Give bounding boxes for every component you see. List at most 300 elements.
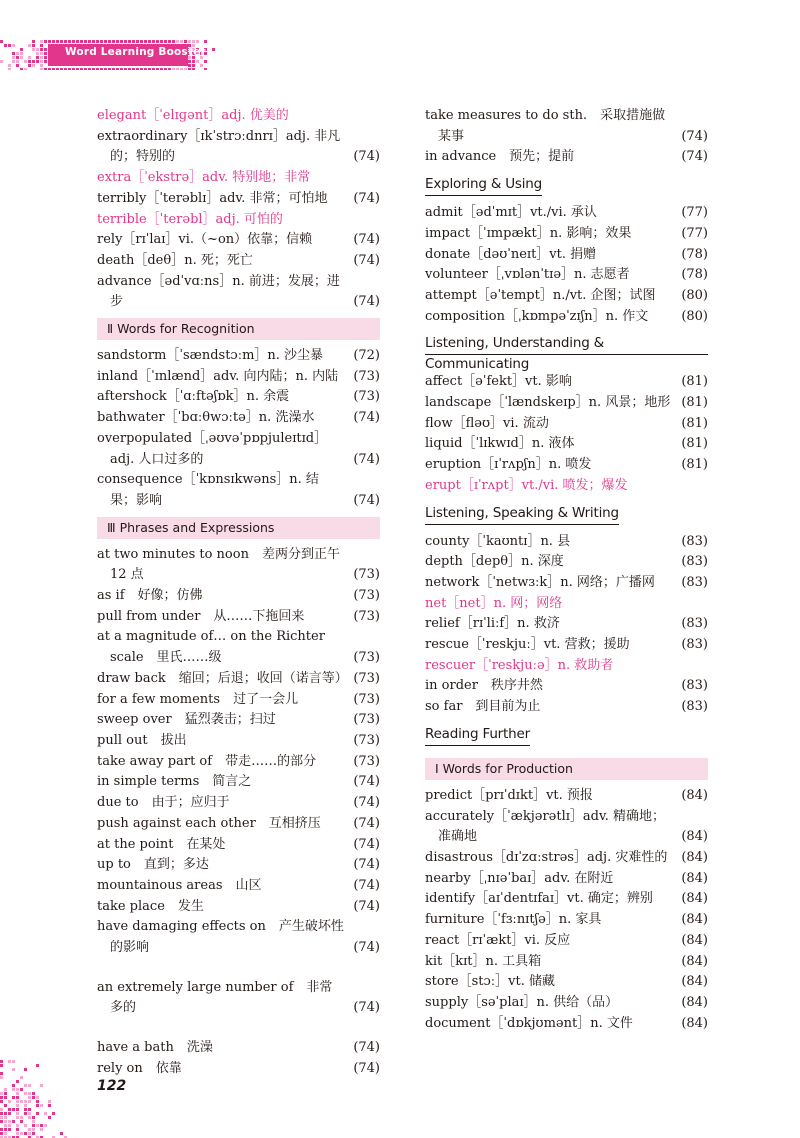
footer-pixel [0, 1120, 3, 1123]
vocab-entry [425, 245, 708, 266]
entry-text: affect［əˈfekt］vt. 影响 [425, 374, 572, 390]
footer-pixel [44, 1112, 47, 1115]
footer-pixel [8, 1108, 11, 1111]
entry-page-ref: (74) [353, 898, 380, 914]
section-heading-row [425, 168, 708, 203]
entry-text: terribly［ˈterəblɪ］adv. 非常；可怕地 [97, 190, 328, 206]
header-pixel [132, 40, 135, 43]
vocab-entry [425, 265, 708, 286]
footer-pixel [0, 1076, 3, 1079]
entry-page-ref: (74) [353, 232, 380, 248]
header-pixel [16, 52, 19, 55]
derived-word-entry [425, 476, 708, 497]
entry-text: attempt［əˈtempt］n./vt. 企图；试图 [425, 287, 656, 303]
footer-pixel [4, 1092, 7, 1095]
footer-pixel [16, 1100, 19, 1103]
vocab-entry [425, 573, 708, 594]
vocab-entry [425, 848, 708, 869]
vocab-entry [97, 408, 380, 429]
header-pixel [68, 40, 71, 43]
footer-pixel [24, 1084, 27, 1087]
header-pixel [180, 40, 183, 43]
vocab-entry [425, 552, 708, 573]
footer-pixel [12, 1084, 15, 1087]
header-pixel [184, 68, 187, 70]
subsection-bar: Ⅱ Words for Recognition [97, 318, 380, 340]
entry-text: death［deθ］n. 死；死亡 [97, 252, 253, 268]
entry-text: overpopulated［ˌəʊvəˈpɒpjuleɪtɪd］adj. 人口过多的 [97, 430, 328, 467]
header-pixel [40, 48, 43, 51]
entry-page-ref: (84) [681, 994, 708, 1010]
entry-text: elegant［ˈelɪɡənt］adj. 优美的 [97, 108, 289, 123]
footer-pixel [36, 1124, 39, 1127]
left-column [97, 106, 380, 1080]
entry-text: have a bath 洗澡 [97, 1040, 213, 1056]
entry-text: mountainous areas 山区 [97, 877, 262, 893]
entry-page-ref: (74) [353, 492, 380, 508]
footer-pixel [24, 1068, 27, 1071]
entry-text: draw back 缩回；后退；收回（诺言等） [97, 670, 348, 686]
entry-page-ref: (74) [353, 410, 380, 426]
entry-page-ref: (83) [681, 616, 708, 632]
footer-pixel [20, 1116, 23, 1119]
entry-text: supply［səˈplaɪ］n. 供给（品） [425, 994, 619, 1010]
footer-pixel [32, 1120, 35, 1123]
entry-page-ref: (80) [681, 308, 708, 324]
header-pixel [20, 48, 23, 51]
entry-text: admit［ədˈmɪt］vt./vi. 承认 [425, 205, 597, 221]
header-pixel [40, 68, 43, 70]
vocab-entry [97, 1059, 380, 1080]
header-pixel [12, 52, 15, 55]
header-pixel [112, 68, 115, 70]
footer-pixel [16, 1108, 19, 1111]
header-pixel [188, 64, 191, 67]
footer-pixel [4, 1120, 7, 1123]
entry-text: in simple terms 简言之 [97, 774, 252, 790]
section-heading-row [425, 497, 708, 532]
entry-page-ref: (74) [353, 774, 380, 790]
footer-pixel [4, 1112, 7, 1115]
header-pixel [148, 68, 151, 70]
section-heading-row [425, 718, 708, 753]
header-pixel [36, 60, 39, 63]
footer-pixel [28, 1100, 31, 1103]
derived-word-entry [425, 594, 708, 615]
entry-text: pull out 拔出 [97, 732, 187, 748]
footer-pixel [32, 1128, 35, 1131]
header-pixel [136, 68, 139, 70]
header-pixel [16, 56, 19, 59]
entry-text: nearby［ˌnɪəˈbaɪ］adv. 在附近 [425, 870, 614, 886]
entry-page-ref: (80) [681, 287, 708, 303]
section-heading: Reading Further [425, 724, 530, 746]
header-pixel [168, 40, 171, 43]
entry-text: rescuer［ˈreskjuːə］n. 救助者 [425, 657, 614, 673]
vocab-entry [425, 993, 708, 1014]
header-pixel [60, 40, 63, 43]
footer-pixel [0, 1096, 3, 1099]
entry-text: up to 直到；多达 [97, 857, 209, 873]
footer-pixel [4, 1104, 7, 1107]
header-pixel [28, 60, 31, 63]
header-pixel [156, 68, 159, 70]
header-pixel [192, 68, 195, 70]
header-pixel [172, 40, 175, 43]
footer-pixel [8, 1060, 11, 1063]
vocab-entry [425, 614, 708, 635]
footer-pixel [24, 1108, 27, 1111]
vocab-entry [97, 835, 380, 856]
vocab-entry [97, 793, 380, 814]
header-pixel [128, 40, 131, 43]
footer-pixel [16, 1112, 19, 1115]
header-pixel [12, 44, 15, 47]
header-pixel [80, 40, 83, 43]
footer-pixel [20, 1076, 23, 1079]
entry-text: donate［dəʊˈneɪt］vt. 捐赠 [425, 246, 597, 262]
entry-text: rely［rɪˈlaɪ］vi.（~on）依靠；信赖 [97, 232, 313, 248]
entry-page-ref: (74) [353, 795, 380, 811]
footer-pixel [40, 1128, 43, 1131]
vocab-entry [97, 230, 380, 251]
footer-pixel [0, 1128, 3, 1131]
footer-pixel [8, 1112, 11, 1115]
entry-text: at the point 在某处 [97, 836, 226, 852]
header-pixel [164, 68, 167, 70]
footer-pixel [24, 1092, 27, 1095]
footer-pixel [16, 1116, 19, 1119]
footer-pixel [4, 1132, 7, 1135]
header-pixel [52, 68, 55, 70]
header-pixel [64, 40, 67, 43]
vocab-entry [425, 972, 708, 993]
entry-text: net［net］n. 网；网络 [425, 595, 563, 611]
entry-page-ref: (84) [681, 974, 708, 990]
vocab-entry [425, 952, 708, 973]
header-pixel [176, 68, 179, 70]
footer-pixel [28, 1092, 31, 1095]
header-pixel [32, 60, 35, 63]
header-pixel [52, 40, 55, 43]
header-pixel [148, 40, 151, 43]
header-pixel [72, 40, 75, 43]
header-pixel [152, 40, 155, 43]
header-pixel [88, 68, 91, 70]
vocab-entry [425, 910, 708, 931]
entry-text: in advance 预先；提前 [425, 149, 575, 165]
header-pixel [108, 40, 111, 43]
entry-page-ref: (74) [353, 190, 380, 206]
header-pixel [44, 40, 47, 43]
footer-pixel [48, 1104, 51, 1107]
header-pixel [100, 40, 103, 43]
entry-page-ref: (83) [681, 554, 708, 570]
footer-pixel [52, 1112, 55, 1115]
header-pixel [128, 68, 131, 70]
header-pixel [84, 40, 87, 43]
header-pixel [0, 40, 3, 43]
footer-pixel [16, 1080, 19, 1083]
entry-text: for a few moments 过了一会儿 [97, 691, 299, 707]
vocab-entry [97, 855, 380, 876]
entry-text: at two minutes to noon 差两分到正午 12 点 [97, 546, 340, 583]
footer-pixel [4, 1128, 7, 1131]
footer-pixel [20, 1088, 23, 1091]
entry-page-ref: (73) [353, 389, 380, 405]
header-pixel [8, 68, 11, 70]
header-pixel [20, 68, 23, 70]
entry-page-ref: (81) [681, 457, 708, 473]
entry-text: due to 由于；应归于 [97, 795, 230, 811]
entry-page-ref: (74) [353, 451, 380, 467]
entry-text: landscape［ˈlændskeɪp］n. 风景；地形 [425, 395, 671, 411]
header-pixel [164, 40, 167, 43]
header-pixel [12, 56, 15, 59]
header-pixel [136, 40, 139, 43]
footer-pixel [0, 1060, 3, 1063]
entry-text: take measures to do sth. 采取措施做某事 [425, 108, 666, 144]
entry-page-ref: (77) [681, 205, 708, 221]
entry-page-ref: (72) [353, 348, 380, 364]
header-pixel [36, 56, 39, 59]
header-title: Word Learning Booster [65, 46, 206, 58]
entry-page-ref: (74) [353, 1040, 380, 1056]
entry-text: bathwater［ˈbɑːθwɔːtə］n. 洗澡水 [97, 410, 315, 426]
entry-page-ref: (81) [681, 374, 708, 390]
footer-pixel [24, 1100, 27, 1103]
header-pixel [204, 60, 207, 63]
header-pixel [32, 40, 35, 43]
vocab-entry [97, 669, 380, 690]
header-pixel [132, 68, 135, 70]
header-pixel [24, 60, 27, 63]
section-heading-row [425, 327, 708, 372]
footer-pixel [12, 1088, 15, 1091]
header-pixel [144, 40, 147, 43]
footer-pixel [0, 1108, 3, 1111]
right-column [425, 106, 708, 1034]
vocab-entry [97, 978, 380, 1019]
entry-text: erupt［ɪˈrʌpt］vt./vi. 喷发；爆发 [425, 477, 628, 493]
header-pixel [92, 40, 95, 43]
header-pixel [8, 44, 11, 47]
entry-text: network［ˈnetwɜːk］n. 网络；广播网 [425, 574, 655, 590]
entry-text: composition［ˌkɒmpəˈzɪʃn］n. 作文 [425, 308, 649, 324]
footer-pixel [12, 1120, 15, 1123]
vocab-entry [425, 393, 708, 414]
vocab-entry [425, 889, 708, 910]
entry-text: at a magnitude of… on the Richter scale 里氏……级 [97, 629, 325, 666]
header-pixel [48, 40, 51, 43]
header-pixel [200, 64, 203, 67]
entry-page-ref: (73) [353, 753, 380, 769]
footer-pixel [0, 1116, 3, 1119]
header-pixel [140, 68, 143, 70]
spacer [97, 959, 380, 978]
footer-pixel [44, 1124, 47, 1127]
footer-pixel [32, 1092, 35, 1095]
vocab-entry [97, 127, 380, 168]
vocab-entry [425, 414, 708, 435]
vocab-entry [97, 731, 380, 752]
header-pixel [20, 52, 23, 55]
footer-pixel [60, 1132, 63, 1135]
entry-text: an extremely large number of 非常多的 [97, 979, 333, 1016]
entry-page-ref: (78) [681, 246, 708, 262]
footer-pixel [4, 1116, 7, 1119]
footer-pixel [24, 1104, 27, 1107]
header-pixel [160, 68, 163, 70]
header-pixel [64, 68, 67, 70]
footer-pixel [28, 1128, 31, 1131]
footer-pixel [24, 1124, 27, 1127]
entry-page-ref: (84) [681, 891, 708, 907]
entry-page-ref: (84) [681, 1015, 708, 1031]
entry-text: have damaging effects on 产生破坏性的影响 [97, 919, 344, 956]
entry-page-ref: (73) [353, 670, 380, 686]
entry-page-ref: (83) [681, 533, 708, 549]
entry-page-ref: (84) [681, 849, 708, 865]
header-pixel [108, 68, 111, 70]
header-pixel [32, 44, 35, 47]
vocab-entry [97, 272, 380, 313]
header-pixel [84, 68, 87, 70]
header-banner [0, 40, 218, 70]
entry-page-ref: (83) [681, 574, 708, 590]
footer-pixel [24, 1112, 27, 1115]
vocab-entry [97, 876, 380, 897]
footer-pixel [0, 1132, 3, 1135]
entry-page-ref: (84) [681, 829, 708, 845]
footer-pixel [36, 1096, 39, 1099]
footer-pixel [32, 1132, 35, 1135]
vocab-entry [97, 189, 380, 210]
entry-text: volunteer［ˌvɒlənˈtɪə］n. 志愿者 [425, 267, 630, 283]
vocab-entry [97, 814, 380, 835]
footer-pixel [40, 1104, 43, 1107]
entry-text: pull from under 从……下拖回来 [97, 608, 305, 624]
header-pixel [56, 68, 59, 70]
header-pixel [124, 68, 127, 70]
vocab-entry [425, 434, 708, 455]
footer-pixel [28, 1108, 31, 1111]
entry-page-ref: (73) [353, 732, 380, 748]
footer-pixel [4, 1124, 7, 1127]
entry-text: advance［ədˈvɑːns］n. 前进；发展；进步 [97, 273, 340, 310]
vocab-entry [97, 545, 380, 586]
footer-pixel [0, 1092, 3, 1095]
entry-page-ref: (78) [681, 267, 708, 283]
header-pixel [124, 40, 127, 43]
vocab-entry [425, 676, 708, 697]
entry-page-ref: (74) [353, 294, 380, 310]
footer-pixel [0, 1064, 3, 1067]
header-pixel [40, 52, 43, 55]
entry-page-ref: (74) [681, 128, 708, 144]
entry-page-ref: (73) [353, 588, 380, 604]
vocab-entry [97, 367, 380, 388]
entry-page-ref: (74) [353, 877, 380, 893]
header-pixel [92, 68, 95, 70]
footer-pixel [12, 1060, 15, 1063]
header-pixel [36, 52, 39, 55]
header-pixel [28, 64, 31, 67]
vocab-entry [97, 429, 380, 470]
entry-page-ref: (74) [353, 252, 380, 268]
footer-pixel [0, 1112, 3, 1115]
footer-pixel [48, 1116, 51, 1119]
header-pixel [140, 40, 143, 43]
entry-page-ref: (74) [353, 1060, 380, 1076]
header-pixel [28, 44, 31, 47]
header-pixel [144, 68, 147, 70]
vocab-entry [425, 372, 708, 393]
header-pixel [176, 40, 179, 43]
section-heading: Listening, Understanding & Communicating [425, 333, 708, 355]
header-pixel [168, 68, 171, 70]
header-pixel [40, 44, 43, 47]
header-pixel [196, 40, 199, 43]
footer-pixel [36, 1100, 39, 1103]
vocab-entry [425, 307, 708, 328]
entry-page-ref: (77) [681, 225, 708, 241]
entry-text: take away part of 带走……的部分 [97, 753, 317, 769]
header-pixel [196, 60, 199, 63]
vocab-entry [97, 251, 380, 272]
entry-page-ref: (84) [681, 870, 708, 886]
entry-text: as if 好像；仿佛 [97, 588, 203, 604]
entry-text: kit［kɪt］n. 工具箱 [425, 953, 542, 969]
header-pixel [188, 68, 191, 70]
derived-word-entry [97, 168, 380, 189]
vocab-entry [425, 224, 708, 245]
derived-word-entry [425, 656, 708, 677]
header-pixel [188, 40, 191, 43]
entry-text: furniture［ˈfɜːnɪtʃə］n. 家具 [425, 912, 602, 928]
header-pixel [40, 56, 43, 59]
header-pixel [56, 40, 59, 43]
spacer [97, 1019, 380, 1038]
footer-pixel [16, 1124, 19, 1127]
footer-pixel [0, 1072, 3, 1075]
footer-pixel [36, 1064, 39, 1067]
vocab-entry [425, 635, 708, 656]
entry-text: document［ˈdɒkjʊmənt］n. 文件 [425, 1015, 633, 1031]
header-pixel [44, 60, 47, 63]
entry-page-ref: (74) [353, 940, 380, 956]
footer-pixel [16, 1088, 19, 1091]
footer-pixel [16, 1096, 19, 1099]
footer-pixel [32, 1096, 35, 1099]
vocab-entry [425, 807, 708, 848]
footer-pixel [28, 1084, 31, 1087]
footer-pixel [36, 1112, 39, 1115]
derived-word-entry [97, 106, 380, 127]
entry-text: sandstorm［ˈsændstɔːm］n. 沙尘暴 [97, 348, 324, 364]
header-pixel [192, 64, 195, 67]
header-pixel [172, 68, 175, 70]
footer-pixel [20, 1132, 23, 1135]
entry-page-ref: (73) [353, 691, 380, 707]
vocab-entry [97, 607, 380, 628]
entry-text: in order 秩序井然 [425, 678, 543, 694]
footer-pixel [12, 1108, 15, 1111]
entry-text: eruption［ɪˈrʌpʃn］n. 喷发 [425, 457, 592, 473]
entry-page-ref: (74) [353, 836, 380, 852]
footer-pixel [28, 1116, 31, 1119]
header-pixel [88, 40, 91, 43]
